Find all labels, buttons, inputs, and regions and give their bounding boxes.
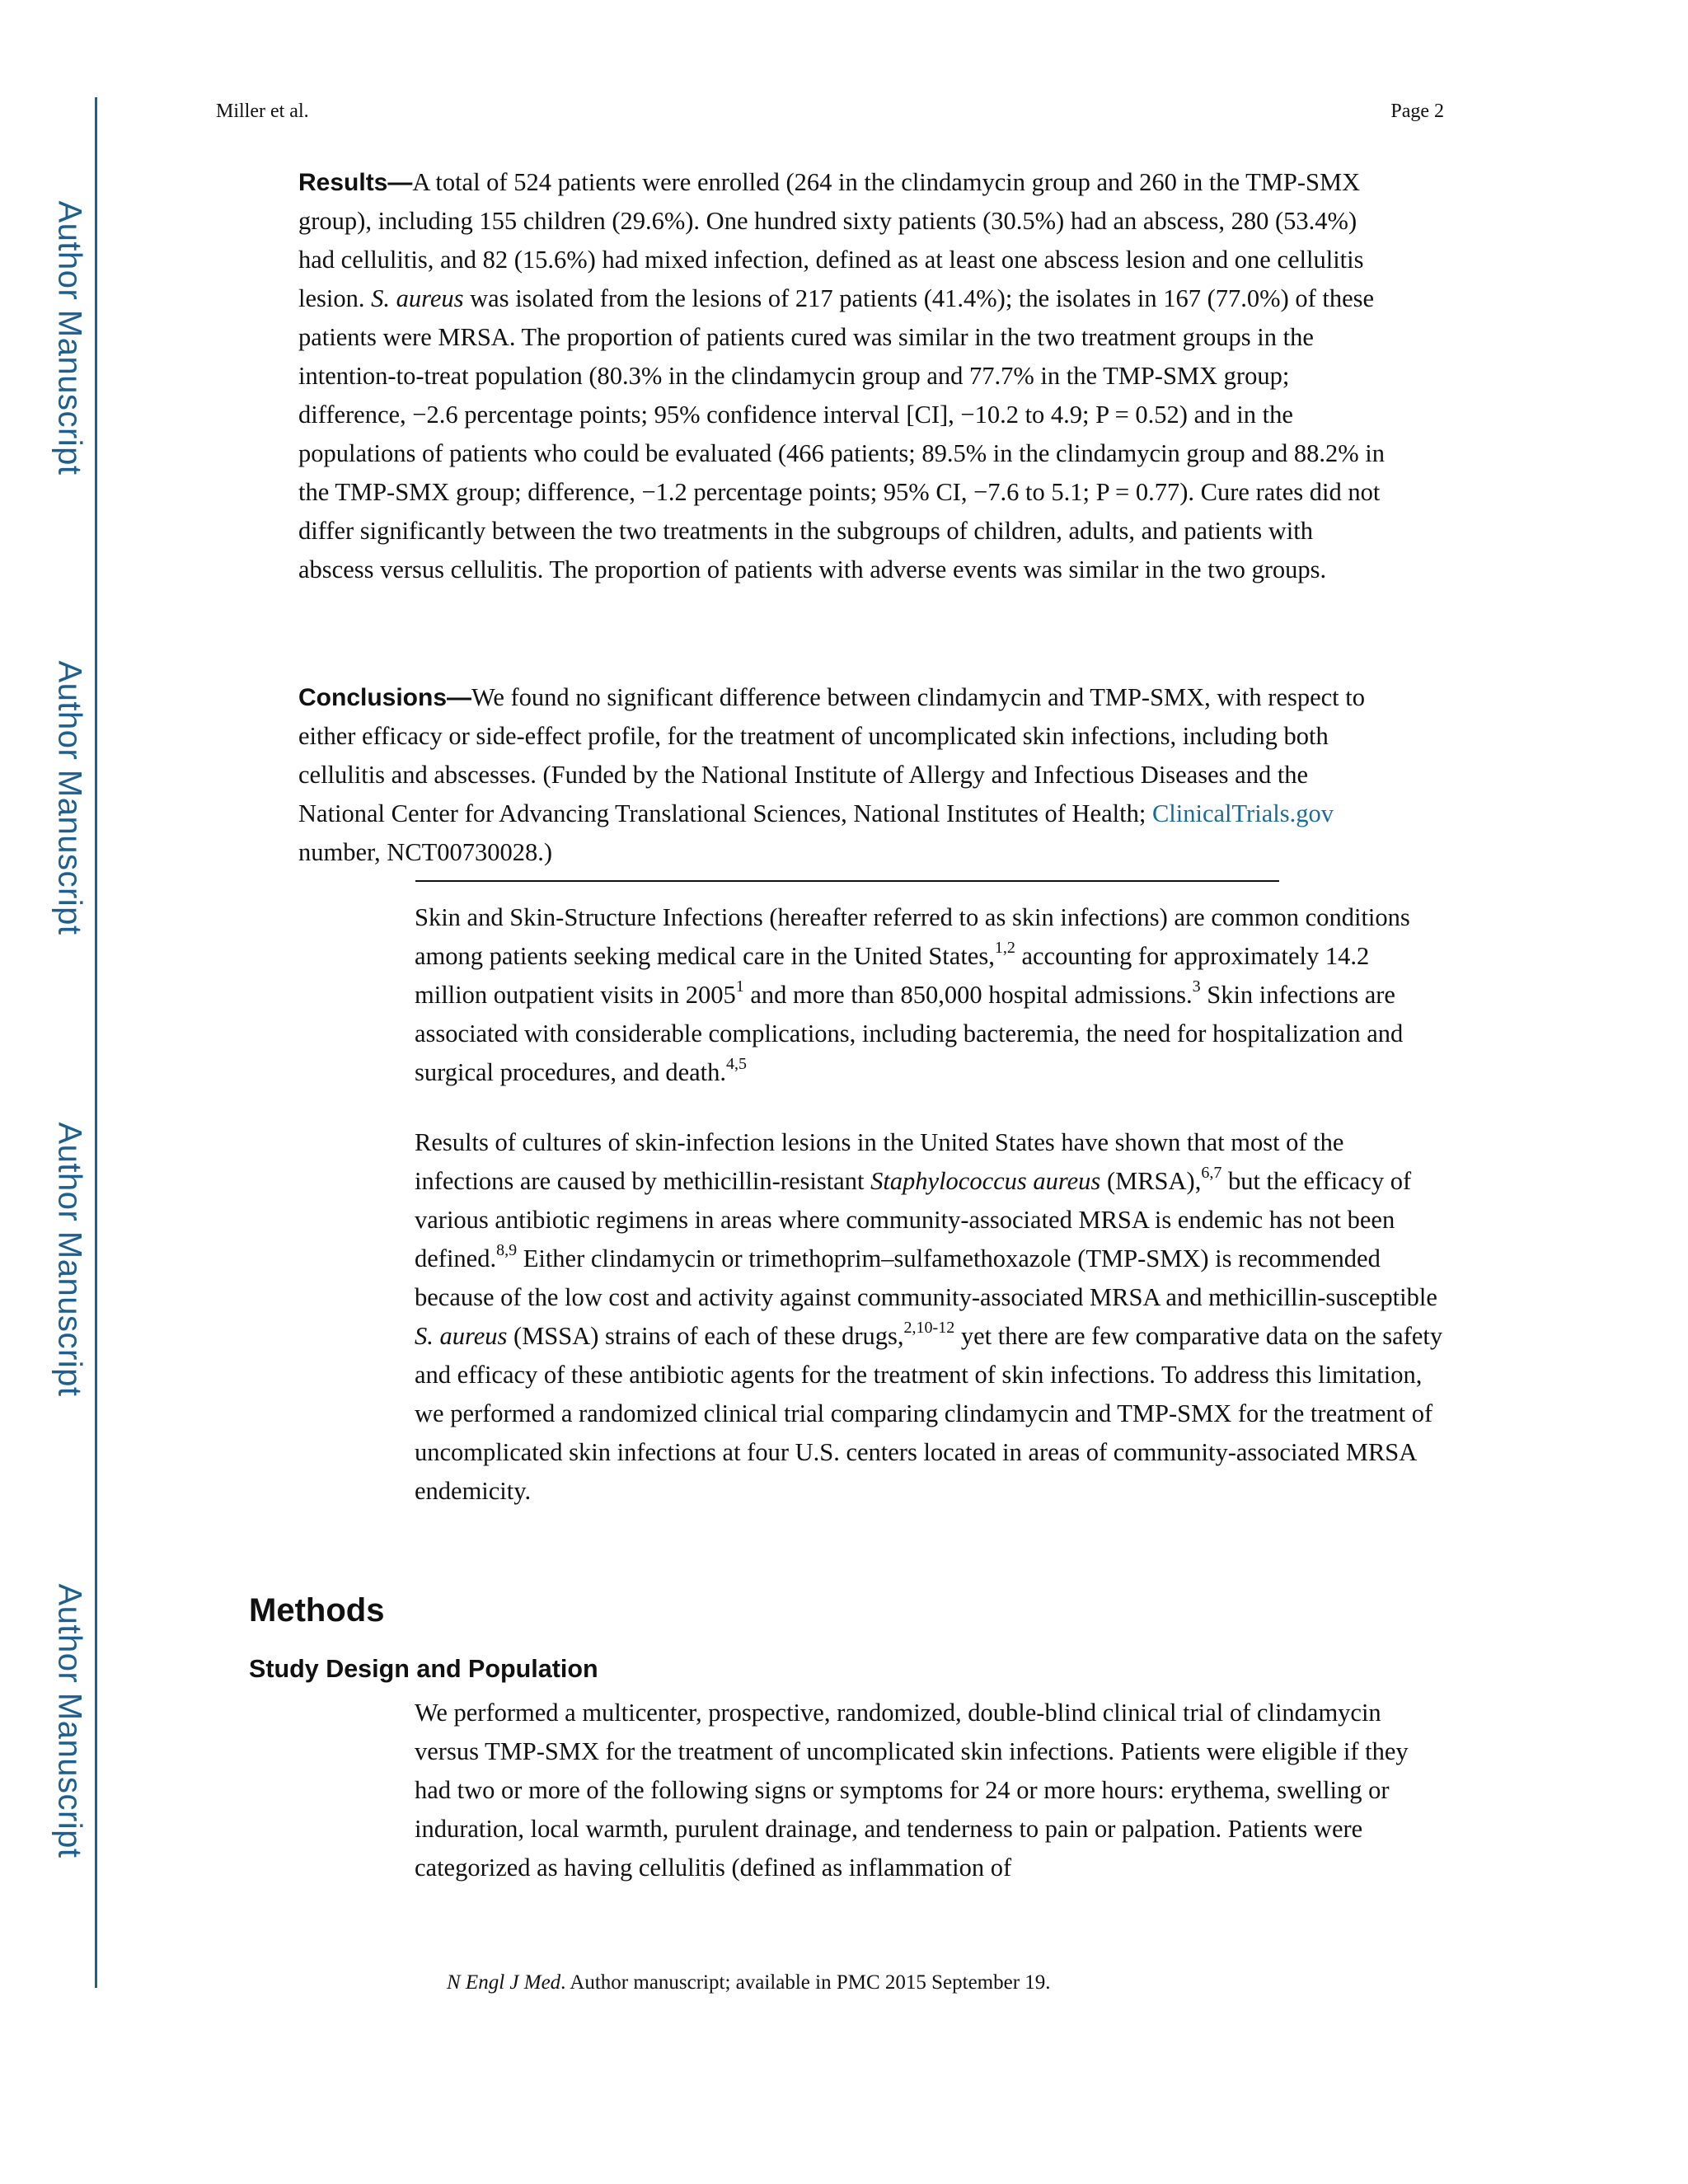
ref-3[interactable]: 3 xyxy=(1192,977,1201,996)
footer-citation: N Engl J Med. Author manuscript; available in PMC 2015 September 19. xyxy=(447,1971,1051,1994)
conclusions-heading: Conclusions— xyxy=(298,684,472,711)
ref-2-10-12[interactable]: 2,10-12 xyxy=(903,1318,955,1337)
sidebar-rule xyxy=(95,97,97,1988)
abstract-conclusions: Conclusions—We found no significant difference between clindamycin and TMP-SMX, with respect to either efficacy or side-effect profile, for the treatment of uncomplicated skin infections, including both cellulitis and abscesses. (Funded by the National Institute of Allergy and Infectious Diseases and the National Center for Advancing Translational Sciences, National Institutes of Health; ClinicalTrials.gov number, NCT00730028.) xyxy=(298,683,1365,866)
ref-1-2[interactable]: 1,2 xyxy=(994,938,1015,957)
results-heading: Results— xyxy=(298,169,413,196)
abstract-divider xyxy=(415,880,1279,882)
intro-paragraph-2: Results of cultures of skin-infection lesions in the United States have shown that most of the infections are caused by methicillin-resistant Staphylococcus aureus (MRSA),$^{6,7}$ but the efficacy of various antibiotic regimens in areas where community-associated MRSA is endemic has not been defined.$^{8,9}$ Either clindamycin or trimethoprim–sulfamethoxazole (TMP-SMX) is recommended because of the low cost and activity against community-associated MRSA and methicillin-susceptible S. aureus (MSSA) strains of each of these drugs,$^{2,10-12}$ yet there are few comparative data on the safety and efficacy of these antibiotic agents for the treatment of skin infections. To address this limitation, we performed a randomized clinical trial comparing clindamycin and TMP-SMX for the treatment of uncomplicated skin infections at four U.S. centers located in areas of community-associated MRSA endemicity. xyxy=(415,1128,1443,1505)
abstract-results: Results—A total of 524 patients were enrolled (264 in the clindamycin group and 260 in the TMP-SMX group), including 155 children (29.6%). One hundred sixty patients (30.5%) had an abscess, 280 (53.4%) had cellulitis, and 82 (15.6%) had mixed infection, defined as at least one abscess lesion and one cellulitis lesion. S. aureus was isolated from the lesions of 217 patients (41.4%); the isolates in 167 (77.0%) of these patients were MRSA. The proportion of patients cured was similar in the two treatment groups in the intention-to-treat population (80.3% in the clindamycin group and 77.7% in the TMP-SMX group; difference, −2.6 percentage points; 95% confidence interval [CI], −10.2 to 4.9; P = 0.52) and in the populations of patients who could be evaluated (466 patients; 89.5% in the clindamycin group and 88.2% in the TMP-SMX group; difference, −1.2 percentage points; 95% CI, −7.6 to 5.1; P = 0.77). Cure rates did not differ significantly between the two treatments in the subgroups of children, adults, and patients with abscess versus cellulitis. The proportion of patients with adverse events was similar in the two groups. xyxy=(298,168,1385,583)
methods-paragraph-1: We performed a multicenter, prospective, randomized, double-blind clinical trial of clindamycin versus TMP-SMX for the treatment of uncomplicated skin infections. Patients were eligible if they had two or more of the following signs or symptoms for 24 or more hours: erythema, swelling or induration, local warmth, purulent drainage, and tenderness to pain or palpation. Patients were categorized as having cellulitis (defined as inflammation of xyxy=(415,1699,1409,1882)
methods-heading: Methods xyxy=(249,1592,385,1629)
ref-6-7[interactable]: 6,7 xyxy=(1201,1163,1222,1182)
intro-paragraph-1: Skin and Skin-Structure Infections (hereafter referred to as skin infections) are common conditions among patients seeking medical care in the United States,$^{1,2}$ accounting for approximately 14.2 million outpatient visits in 2005$^1$ and more than 850,000 hospital admissions.$^3$ Skin infections are associated with considerable complications, including bacteremia, the need for hospitalization and surgical procedures, and death.$^{4,5}$ xyxy=(415,903,1410,1086)
running-header-authors: Miller et al. xyxy=(216,101,309,122)
study-design-heading: Study Design and Population xyxy=(249,1655,598,1683)
clinicaltrials-link[interactable]: ClinicalTrials.gov xyxy=(1151,799,1334,827)
ref-4-5[interactable]: 4,5 xyxy=(726,1054,748,1073)
ref-8-9[interactable]: 8,9 xyxy=(496,1240,518,1259)
page-number: Page 2 xyxy=(1390,101,1444,122)
ref-1[interactable]: 1 xyxy=(735,977,744,996)
